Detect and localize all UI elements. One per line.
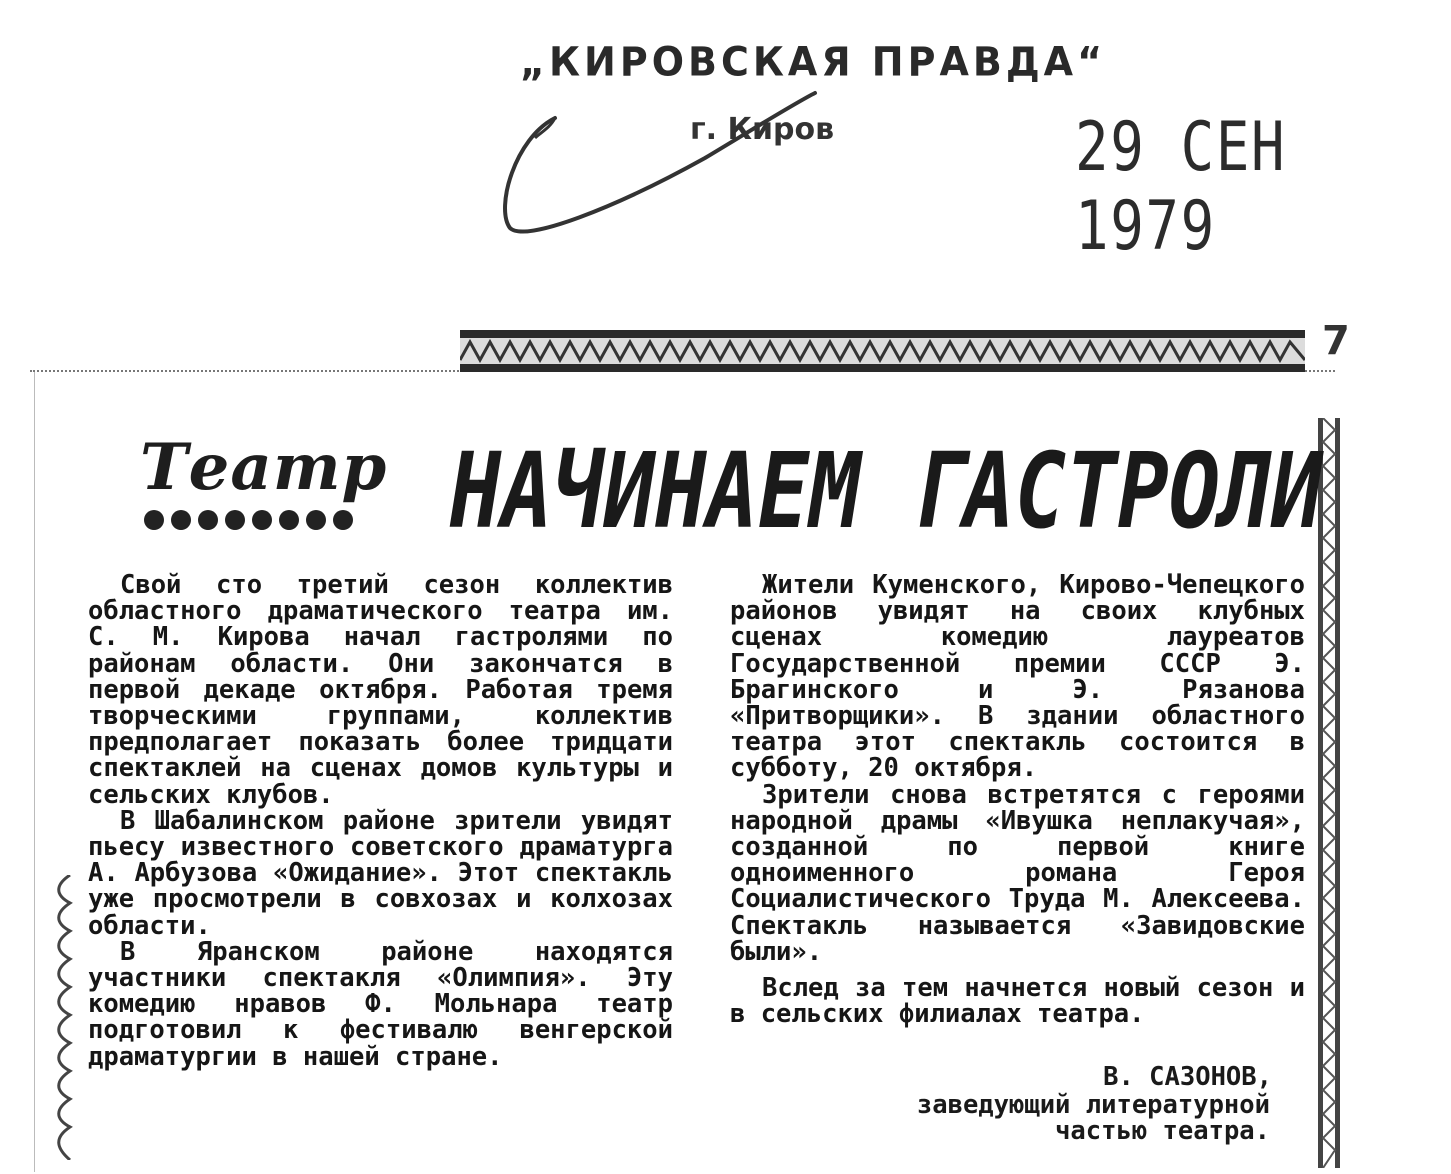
- ornament-band: [460, 330, 1305, 372]
- clipping-left-border: [34, 372, 35, 1172]
- author-role-line-2: частью театра.: [1055, 1116, 1270, 1146]
- paragraph: В Яранском районе находятся участники спектакля «Олимпия». Эту комедию нравов Ф. Мольнара театр подготовил к фестивалю венгерской драматургии в нашей стране.: [88, 936, 673, 1072]
- newspaper-title: „КИРОВСКАЯ ПРАВДА“: [520, 38, 1107, 86]
- paragraph: Свой сто третий сезон коллектив областного драматического театра им. С. М. Кирова начал гастролями по районам области. Они закончатся в первой декаде октября. Работая тремя творческими группами, коллектив предполагает показать более тридцати спектаклей на сценах домов культуры и сельских клубов.: [88, 570, 673, 810]
- newspaper-city: г. Киров: [690, 112, 835, 147]
- right-column: [730, 570, 1305, 1030]
- left-ornament-border: [50, 875, 78, 1160]
- paragraph: Жители Куменского, Кирово-Чепецкого районов увидят на своих клубных сценах комедию лауреатов Государственной премии СССР Э. Брагинского и Э. Рязанова «Притворщики». В здании областного театра этот спектакль состоится в субботу, 20 октября.: [730, 570, 1305, 784]
- article-headline: НАЧИНАЕМ ГАСТРОЛИ: [450, 430, 1323, 552]
- paragraph: В Шабалинском районе зрители увидят пьесу известного советского драматурга А. Арбузова «Ожидание». Этот спектакль уже просмотрели в совхозах и колхозах области.: [88, 805, 673, 941]
- left-column: [88, 572, 673, 1070]
- rubric-label: Театр: [140, 430, 388, 505]
- handwritten-mark: [495, 88, 825, 243]
- rubric-dots-ornament: [143, 508, 358, 532]
- author-name: В. САЗОНОВ,: [1103, 1062, 1272, 1092]
- paragraph: Зрители снова встретятся с героями народной драмы «Ивушка неплакучая», созданной по первой книге одноименного романа Героя Социалистического Труда М. Алексеева. Спектакль называется «Завидовские были».: [730, 779, 1305, 967]
- date-stamp: 29 СЕН 1979: [1075, 108, 1287, 266]
- corner-mark: 7: [1322, 318, 1350, 364]
- paragraph: Вслед за тем начнется новый сезон и в сельских филиалах театра.: [730, 973, 1305, 1030]
- author-role-line-1: заведующий литературной: [916, 1090, 1270, 1120]
